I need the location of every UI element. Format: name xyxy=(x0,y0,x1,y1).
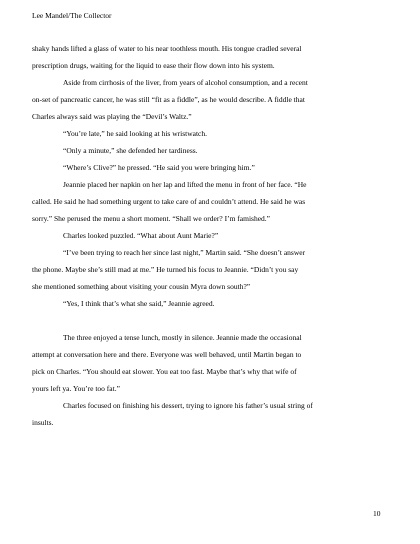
manuscript-body xyxy=(32,40,384,431)
text-line: insults. xyxy=(32,418,54,427)
text-line: “You’re late,” he said looking at his wristwatch. xyxy=(63,129,207,138)
text-line: Aside from cirrhosis of the liver, from years of alcohol consumption, and a recent xyxy=(63,78,308,87)
text-line: the phone. Maybe she’s still mad at me.” He turned his focus to Jeannie. “Didn’t you say xyxy=(32,265,299,274)
text-line: she mentioned something about visiting your cousin Myra down south?” xyxy=(32,282,251,291)
text-line: “Yes, I think that’s what she said,” Jeannie agreed. xyxy=(63,299,215,308)
text-line: pick on Charles. “You should eat slower. You eat too fast. Maybe that’s why that wife of xyxy=(32,367,297,376)
text-line: attempt at conversation here and there. Everyone was well behaved, until Martin began to xyxy=(32,350,302,359)
page-number: 10 xyxy=(373,509,381,518)
text-line: Charles looked puzzled. “What about Aunt Marie?” xyxy=(63,231,219,240)
text-line: yours left ya. You’re too fat.” xyxy=(32,384,120,393)
text-line: Charles focused on finishing his dessert, trying to ignore his father’s usual string of xyxy=(63,401,313,410)
text-line: on-set of pancreatic cancer, he was still “fit as a fiddle”, as he would describe. A fiddle that xyxy=(32,95,305,104)
running-header: Lee Mandel/The Collector xyxy=(32,11,112,20)
text-line: called. He said he had something urgent to take care of and couldn’t attend. He said he was xyxy=(32,197,306,206)
text-line: The three enjoyed a tense lunch, mostly in silence. Jeannie made the occasional xyxy=(63,333,302,342)
section-break xyxy=(32,312,384,329)
text-line: “I’ve been trying to reach her since last night,” Martin said. “She doesn’t answer xyxy=(63,248,306,257)
text-line: shaky hands lifted a glass of water to his near toothless mouth. His tongue cradled several xyxy=(32,44,302,53)
text-line: sorry.” She perused the menu a short moment. “Shall we order? I’m famished.” xyxy=(32,214,270,223)
text-line: “Only a minute,” she defended her tardiness. xyxy=(63,146,198,155)
text-line: Charles always said was playing the “Devil’s Waltz.” xyxy=(32,112,192,121)
text-line: prescription drugs, waiting for the liquid to ease their flow down into his system. xyxy=(32,61,275,70)
text-line: Jeannie placed her napkin on her lap and lifted the menu in front of her face. “He xyxy=(63,180,307,189)
text-line: “Where’s Clive?” he pressed. “He said you were bringing him.” xyxy=(63,163,255,172)
